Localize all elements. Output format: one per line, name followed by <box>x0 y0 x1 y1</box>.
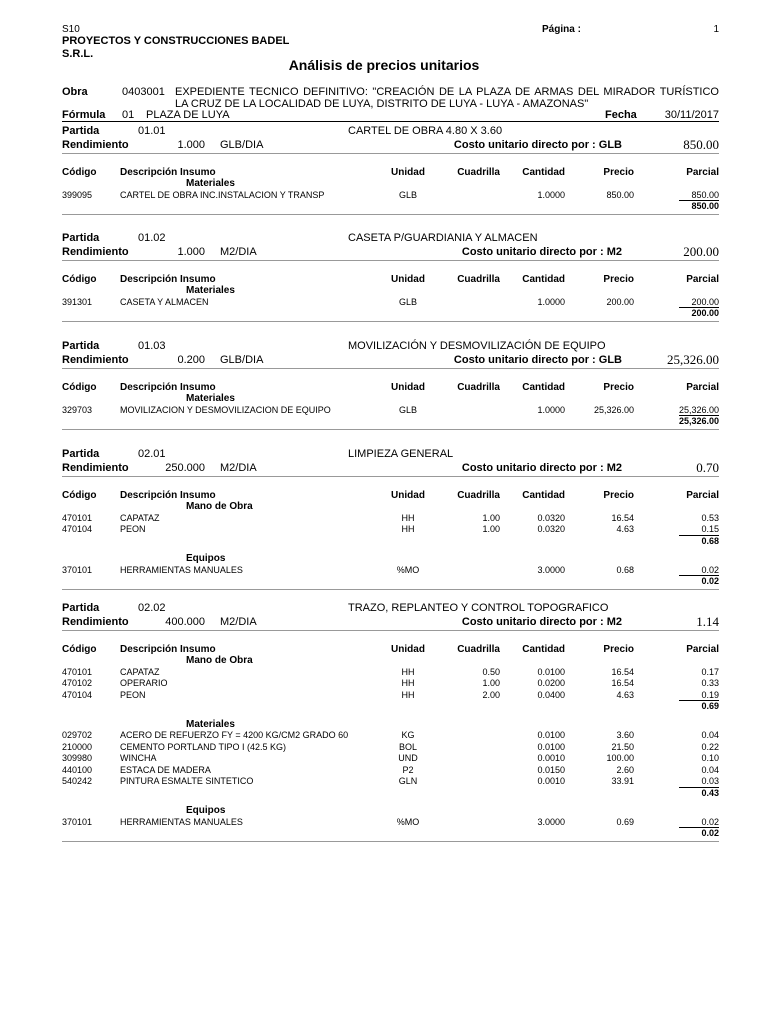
cell-cantidad: 1.0000 <box>537 189 565 200</box>
cell-parcial: 0.10 <box>701 753 719 763</box>
cell-precio: 16.54 <box>611 666 634 677</box>
cell-precio: 200.00 <box>606 296 634 307</box>
cell-parcial: 0.33 <box>701 678 719 688</box>
cell-descripcion: WINCHA <box>120 753 157 763</box>
col-unidad-header: Unidad <box>391 274 425 285</box>
cell-descripcion: PEON <box>120 524 146 534</box>
table-row <box>0 690 768 702</box>
cell-unidad: KG <box>401 730 415 740</box>
costo-value: 25,326.00 <box>667 352 719 367</box>
fecha-value: 30/11/2017 <box>664 109 719 121</box>
cell-codigo: 470104 <box>62 689 93 700</box>
partida-section <box>0 232 768 332</box>
report-title: Análisis de precios unitarios <box>288 57 480 73</box>
costo-unit: M2 <box>606 616 622 628</box>
costo-value: 200.00 <box>683 244 719 259</box>
rendimiento-label: Rendimiento <box>62 462 129 474</box>
cell-unidad: GLB <box>398 296 417 307</box>
cell-descripcion: CARTEL DE OBRA INC.INSTALACION Y TRANSP <box>120 189 325 200</box>
cell-precio: 850.00 <box>606 189 634 200</box>
costo-unit: M2 <box>606 246 622 258</box>
partida-label: Partida <box>62 602 100 614</box>
partida-divider <box>62 476 719 477</box>
partida-divider <box>62 260 719 261</box>
col-cantidad-header: Cantidad <box>522 274 565 285</box>
formula-name: PLAZA DE LUYA <box>146 109 230 121</box>
cell-codigo: 470104 <box>62 524 93 534</box>
col-cuadrilla-header: Cuadrilla <box>457 644 500 655</box>
cell-unidad: BOL <box>398 741 417 752</box>
table-row <box>0 297 768 309</box>
cell-descripcion: OPERARIO <box>120 678 168 688</box>
table-row <box>0 742 768 754</box>
partida-divider <box>62 368 719 369</box>
partida-section <box>0 125 768 225</box>
group-subtotal: 0.02 <box>701 576 719 586</box>
cell-parcial: 0.17 <box>701 666 719 677</box>
cell-cantidad: 0.0100 <box>537 730 565 740</box>
cell-precio: 33.91 <box>611 776 634 786</box>
costo-value: 850.00 <box>683 137 719 152</box>
costo-unit: GLB <box>598 139 622 151</box>
cell-descripcion: PEON <box>120 689 146 700</box>
company-suffix: S.R.L. <box>62 48 94 60</box>
partida-divider <box>62 630 719 631</box>
rendimiento-label: Rendimiento <box>62 354 129 366</box>
cell-unidad: UND <box>398 753 418 763</box>
cell-codigo: 440100 <box>62 764 93 775</box>
col-cuadrilla-header: Cuadrilla <box>457 274 500 285</box>
cell-cantidad: 3.0000 <box>537 564 565 575</box>
cell-codigo: 470101 <box>62 512 93 523</box>
costo-unit: GLB <box>598 354 622 366</box>
rendimiento-unit: M2/DIA <box>220 616 257 628</box>
costo-label <box>400 246 622 258</box>
cell-unidad: GLB <box>398 189 417 200</box>
table-row <box>0 405 768 417</box>
cell-precio: 0.68 <box>616 564 634 575</box>
table-row <box>0 190 768 202</box>
col-cuadrilla-header: Cuadrilla <box>457 490 500 501</box>
rendimiento-value: 1.000 <box>177 246 205 258</box>
partida-label: Partida <box>62 232 100 244</box>
col-precio-header: Precio <box>603 382 634 393</box>
cell-unidad: GLN <box>398 776 418 786</box>
cell-codigo: 370101 <box>62 816 93 827</box>
cell-descripcion: CEMENTO PORTLAND TIPO I (42.5 KG) <box>120 741 287 752</box>
table-row <box>0 565 768 577</box>
table-row <box>0 776 768 788</box>
cell-precio: 25,326.00 <box>593 404 634 415</box>
cell-parcial: 0.04 <box>701 730 719 740</box>
cell-parcial: 0.02 <box>701 816 719 827</box>
costo-value: 1.14 <box>696 614 719 629</box>
group-subtotal: 0.02 <box>701 828 719 838</box>
group-header: Equipos <box>186 805 226 816</box>
cell-cantidad: 0.0100 <box>537 666 565 677</box>
rendimiento-unit: GLB/DIA <box>220 139 264 151</box>
group-header: Mano de Obra <box>186 655 253 666</box>
cell-codigo: 470101 <box>62 666 93 677</box>
cell-precio: 4.63 <box>616 689 634 700</box>
obra-code: 0403001 <box>122 86 165 98</box>
cell-cantidad: 1.0000 <box>537 404 565 415</box>
section-end-divider <box>62 429 719 430</box>
col-cantidad-header: Cantidad <box>522 382 565 393</box>
table-row <box>0 678 768 690</box>
partida-code: 01.02 <box>138 232 166 244</box>
cell-codigo: 391301 <box>62 296 93 307</box>
cell-unidad: HH <box>401 524 415 534</box>
cell-parcial: 0.19 <box>701 689 719 700</box>
col-parcial-header: Parcial <box>686 274 719 285</box>
cell-cantidad: 0.0320 <box>537 524 565 534</box>
col-descripcion-header: Descripción Insumo <box>120 490 216 501</box>
col-cantidad-header: Cantidad <box>522 644 565 655</box>
table-row <box>0 730 768 742</box>
costo-label <box>400 462 622 474</box>
cell-descripcion: CASETA Y ALMACEN <box>120 296 209 307</box>
cell-cuadrilla: 1.00 <box>482 524 500 534</box>
cell-precio: 2.60 <box>616 764 634 775</box>
cell-descripcion: ESTACA DE MADERA <box>120 764 211 775</box>
cell-precio: 100.00 <box>606 753 634 763</box>
col-precio-header: Precio <box>603 274 634 285</box>
col-descripcion-header: Descripción Insumo <box>120 644 216 655</box>
cell-descripcion: PINTURA ESMALTE SINTETICO <box>120 776 254 786</box>
cell-parcial: 0.53 <box>701 512 719 523</box>
partida-label: Partida <box>62 125 100 137</box>
group-header: Materiales <box>186 178 235 189</box>
rendimiento-value: 1.000 <box>177 139 205 151</box>
cell-unidad: HH <box>401 678 415 688</box>
partida-section <box>0 602 768 838</box>
costo-unit: M2 <box>606 462 622 474</box>
page-label: Página : <box>542 24 581 35</box>
group-header: Mano de Obra <box>186 501 253 512</box>
col-codigo-header: Código <box>62 274 97 285</box>
rendimiento-value: 400.000 <box>165 616 205 628</box>
col-precio-header: Precio <box>603 490 634 501</box>
cell-cantidad: 3.0000 <box>537 816 565 827</box>
cell-parcial: 0.15 <box>701 524 719 534</box>
cell-precio: 16.54 <box>611 512 634 523</box>
col-cuadrilla-header: Cuadrilla <box>457 167 500 178</box>
col-parcial-header: Parcial <box>686 644 719 655</box>
cell-codigo: 329703 <box>62 404 93 415</box>
cell-unidad: GLB <box>398 404 417 415</box>
section-end-divider <box>62 589 719 590</box>
cell-cantidad: 0.0100 <box>537 741 565 752</box>
table-row <box>0 513 768 525</box>
cell-descripcion: HERRAMIENTAS MANUALES <box>120 564 243 575</box>
group-header: Materiales <box>186 393 235 404</box>
table-row <box>0 667 768 679</box>
group-subtotal: 25,326.00 <box>678 416 719 426</box>
rendimiento-unit: M2/DIA <box>220 246 257 258</box>
cell-precio: 16.54 <box>611 678 634 688</box>
company-name: PROYECTOS Y CONSTRUCCIONES BADEL <box>62 35 290 47</box>
col-parcial-header: Parcial <box>686 490 719 501</box>
table-row <box>0 524 768 536</box>
cell-cuadrilla: 1.00 <box>482 512 500 523</box>
rendimiento-value: 250.000 <box>165 462 205 474</box>
rendimiento-unit: M2/DIA <box>220 462 257 474</box>
cell-parcial: 0.03 <box>701 776 719 786</box>
col-codigo-header: Código <box>62 167 97 178</box>
partida-section <box>0 340 768 440</box>
group-subtotal: 0.43 <box>701 787 719 798</box>
rendimiento-label: Rendimiento <box>62 246 129 258</box>
partida-label: Partida <box>62 340 100 352</box>
costo-label <box>400 354 622 366</box>
cell-unidad: HH <box>401 666 415 677</box>
col-precio-header: Precio <box>603 644 634 655</box>
col-codigo-header: Código <box>62 382 97 393</box>
group-header: Materiales <box>186 718 235 730</box>
cell-cantidad: 0.0400 <box>537 689 565 700</box>
cell-descripcion: CAPATAZ <box>120 666 160 677</box>
cell-precio: 3.60 <box>616 730 634 740</box>
col-unidad-header: Unidad <box>391 167 425 178</box>
formula-label: Fórmula <box>62 109 106 121</box>
cell-parcial: 0.22 <box>701 741 719 752</box>
formula-code: 01 <box>122 109 135 121</box>
costo-label <box>400 616 622 628</box>
cell-cantidad: 0.0010 <box>537 753 565 763</box>
cell-parcial: 0.04 <box>701 764 719 775</box>
cell-codigo: 210000 <box>62 741 93 752</box>
cell-codigo: 540242 <box>62 776 93 786</box>
cell-codigo: 029702 <box>62 730 93 740</box>
cell-precio: 0.69 <box>616 816 634 827</box>
partida-title: TRAZO, REPLANTEO Y CONTROL TOPOGRAFICO <box>348 602 609 614</box>
group-subtotal: 200.00 <box>691 308 719 318</box>
cell-descripcion: ACERO DE REFUERZO FY = 4200 KG/CM2 GRADO 60 <box>120 730 349 740</box>
partida-code: 01.01 <box>138 125 166 137</box>
col-cantidad-header: Cantidad <box>522 167 565 178</box>
col-parcial-header: Parcial <box>686 382 719 393</box>
cell-cuadrilla: 0.50 <box>482 666 500 677</box>
cell-cuadrilla: 2.00 <box>482 689 500 700</box>
group-subtotal: 0.68 <box>701 535 719 546</box>
group-header: Equipos <box>186 553 226 564</box>
costo-value: 0.70 <box>696 460 719 475</box>
partida-divider <box>62 153 719 154</box>
table-row <box>0 753 768 765</box>
cell-parcial: 200.00 <box>691 296 719 307</box>
col-precio-header: Precio <box>603 167 634 178</box>
table-row <box>0 765 768 777</box>
col-codigo-header: Código <box>62 644 97 655</box>
cell-unidad: HH <box>401 689 415 700</box>
fecha-label: Fecha <box>605 109 637 121</box>
col-descripcion-header: Descripción Insumo <box>120 167 216 178</box>
cell-cantidad: 0.0200 <box>537 678 565 688</box>
costo-prefix: Costo unitario directo por : <box>461 246 604 258</box>
header-divider <box>62 121 719 122</box>
partida-title: LIMPIEZA GENERAL <box>348 448 454 460</box>
system-code: S10 <box>62 24 80 35</box>
cell-unidad: P2 <box>402 764 414 775</box>
cell-codigo: 370101 <box>62 564 93 575</box>
costo-prefix: Costo unitario directo por : <box>461 462 604 474</box>
partida-code: 01.03 <box>138 340 166 352</box>
cell-cantidad: 1.0000 <box>537 296 565 307</box>
cell-cuadrilla: 1.00 <box>482 678 500 688</box>
cell-unidad: HH <box>401 512 415 523</box>
col-descripcion-header: Descripción Insumo <box>120 274 216 285</box>
col-descripcion-header: Descripción Insumo <box>120 382 216 393</box>
col-parcial-header: Parcial <box>686 167 719 178</box>
group-subtotal: 850.00 <box>691 201 719 211</box>
costo-prefix: Costo unitario directo por : <box>461 616 604 628</box>
cell-parcial: 0.02 <box>701 564 719 575</box>
cell-codigo: 309980 <box>62 753 93 763</box>
partida-title: CARTEL DE OBRA 4.80 X 3.60 <box>348 125 503 137</box>
cell-cantidad: 0.0010 <box>537 776 565 786</box>
cell-parcial: 25,326.00 <box>678 404 719 415</box>
obra-description: EXPEDIENTE TECNICO DEFINITIVO: "CREACIÓN DE LA PLAZA DE ARMAS DEL MIRADOR TURÍSTICO LA CRUZ DE LA LOCALIDAD DE LUYA, DISTRITO DE LUYA - LUYA - AMAZONAS" <box>175 86 719 110</box>
partida-title: CASETA P/GUARDIANIA Y ALMACEN <box>348 232 538 244</box>
cell-descripcion: MOVILIZACION Y DESMOVILIZACION DE EQUIPO <box>120 404 331 415</box>
section-end-divider <box>62 214 719 215</box>
partida-code: 02.01 <box>138 448 166 460</box>
cell-parcial: 850.00 <box>691 189 719 200</box>
costo-prefix: Costo unitario directo por : <box>453 139 596 151</box>
partida-label: Partida <box>62 448 100 460</box>
cell-codigo: 399095 <box>62 189 93 200</box>
obra-label: Obra <box>62 86 88 98</box>
cell-codigo: 470102 <box>62 678 93 688</box>
partida-title: MOVILIZACIÓN Y DESMOVILIZACIÓN DE EQUIPO <box>348 340 606 352</box>
partida-code: 02.02 <box>138 602 166 614</box>
costo-label <box>400 139 622 151</box>
section-end-divider <box>62 321 719 322</box>
cell-descripcion: CAPATAZ <box>120 512 160 523</box>
col-unidad-header: Unidad <box>391 644 425 655</box>
col-unidad-header: Unidad <box>391 490 425 501</box>
col-cuadrilla-header: Cuadrilla <box>457 382 500 393</box>
partida-section <box>0 448 768 586</box>
col-cantidad-header: Cantidad <box>522 490 565 501</box>
section-end-divider <box>62 841 719 842</box>
cell-descripcion: HERRAMIENTAS MANUALES <box>120 816 243 827</box>
group-subtotal: 0.69 <box>701 701 719 711</box>
rendimiento-value: 0.200 <box>177 354 205 366</box>
col-unidad-header: Unidad <box>391 382 425 393</box>
rendimiento-unit: GLB/DIA <box>220 354 264 366</box>
rendimiento-label: Rendimiento <box>62 139 129 151</box>
group-header: Materiales <box>186 285 235 296</box>
cell-unidad: %MO <box>396 564 420 575</box>
cell-precio: 21.50 <box>611 741 634 752</box>
rendimiento-label: Rendimiento <box>62 616 129 628</box>
cell-cantidad: 0.0320 <box>537 512 565 523</box>
table-row <box>0 817 768 829</box>
costo-prefix: Costo unitario directo por : <box>453 354 596 366</box>
page-number: 1 <box>713 24 719 35</box>
cell-precio: 4.63 <box>616 524 634 534</box>
col-codigo-header: Código <box>62 490 97 501</box>
cell-unidad: %MO <box>396 816 420 827</box>
cell-cantidad: 0.0150 <box>537 764 565 775</box>
